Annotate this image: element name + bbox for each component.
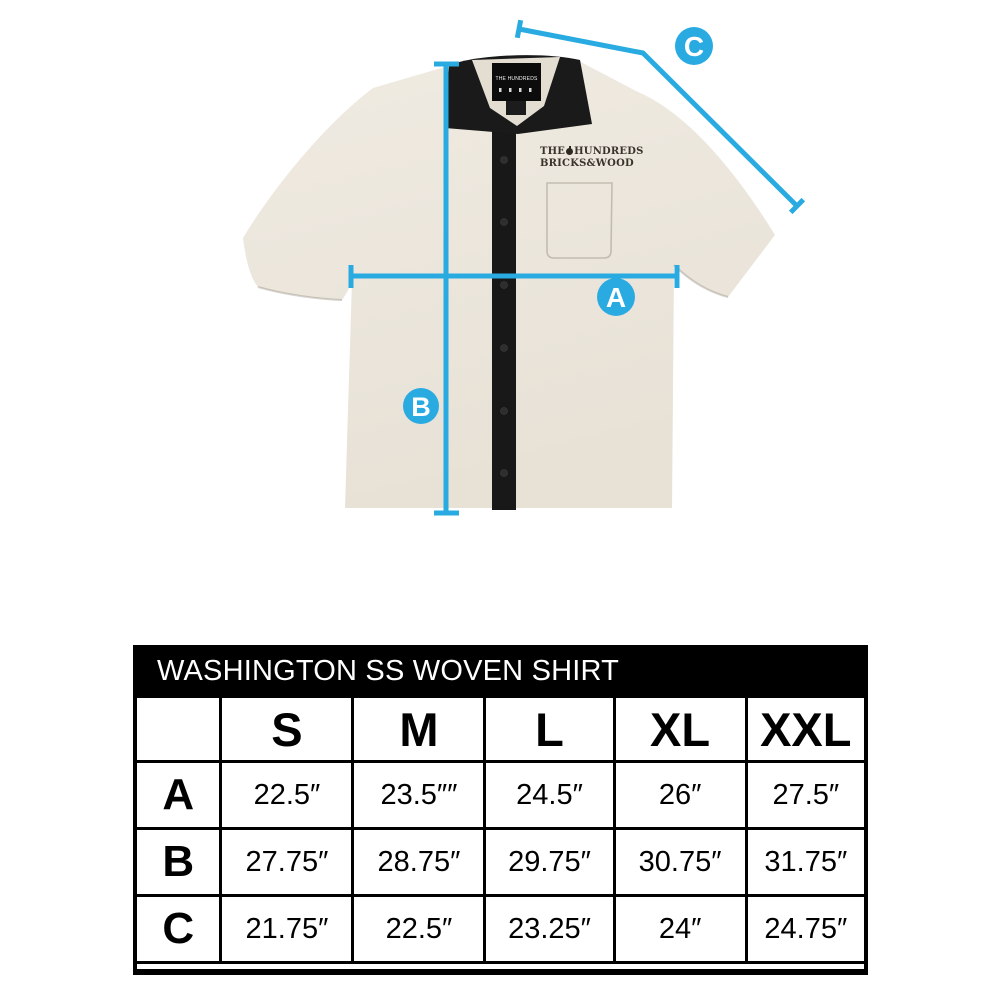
- measurement-line-c-cap-top: [517, 20, 520, 38]
- embroidery-line2: BRICKS&WOOD: [540, 158, 634, 170]
- col-header-xl: XL: [616, 698, 745, 760]
- corner-cell: [137, 698, 219, 760]
- row-label-b: B: [137, 830, 219, 894]
- value-c-xl: 24″: [616, 897, 745, 961]
- embroidery-hundreds: HUNDREDS: [574, 146, 644, 157]
- marker-c: [675, 27, 713, 65]
- neck-label-wordmark: THE HUNDREDS: [495, 76, 538, 82]
- embroidery-the: THE: [540, 146, 566, 157]
- size-chart-table: [133, 645, 868, 975]
- neck-label: [492, 63, 541, 101]
- care-tag: [506, 101, 526, 115]
- marker-c-label: C: [683, 31, 705, 62]
- value-a-s: 22.5″: [222, 763, 351, 827]
- marker-a-label: A: [605, 282, 627, 313]
- value-b-m: 28.75″: [354, 830, 483, 894]
- placket: [492, 130, 516, 510]
- value-b-xl: 30.75″: [616, 830, 745, 894]
- adam-bomb-icon: [566, 148, 573, 155]
- value-c-xxl: 24.75″: [748, 897, 864, 961]
- embroidery-line1: [540, 146, 644, 158]
- row-label-c: C: [137, 897, 219, 961]
- value-b-xxl: 31.75″: [748, 830, 864, 894]
- marker-b-label: B: [411, 392, 431, 422]
- value-b-l: 29.75″: [486, 830, 612, 894]
- size-chart-grid: [137, 698, 864, 961]
- value-a-xl: 26″: [616, 763, 745, 827]
- col-header-xxl: XXL: [748, 698, 864, 760]
- table-bottom-strip: [137, 964, 864, 969]
- col-header-l: L: [486, 698, 612, 760]
- value-c-l: 23.25″: [486, 897, 612, 961]
- value-a-l: 24.5″: [486, 763, 612, 827]
- size-chart-title: WASHINGTON SS WOVEN SHIRT: [157, 655, 620, 687]
- col-header-s: S: [222, 698, 351, 760]
- marker-b: [403, 388, 439, 424]
- chest-embroidery: [540, 146, 644, 170]
- value-c-m: 22.5″: [354, 897, 483, 961]
- marker-a: [597, 278, 635, 316]
- value-c-s: 21.75″: [222, 897, 351, 961]
- value-a-xxl: 27.5″: [748, 763, 864, 827]
- row-label-a: A: [137, 763, 219, 827]
- value-a-m: 23.5″″: [354, 763, 483, 827]
- col-header-m: M: [354, 698, 483, 760]
- value-b-s: 27.75″: [222, 830, 351, 894]
